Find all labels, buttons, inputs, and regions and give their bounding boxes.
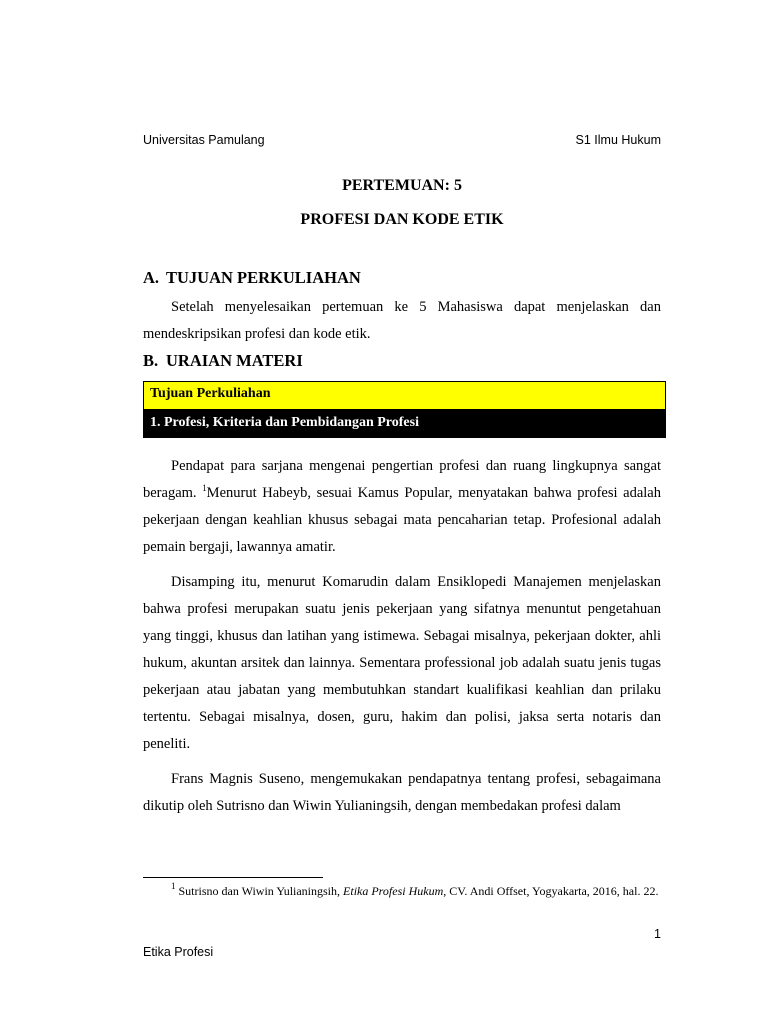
topic-title: PROFESI DAN KODE ETIK xyxy=(300,211,504,228)
paragraph-3: Frans Magnis Suseno, mengemukakan pendapatnya tentang profesi, sebagaimana dikutip oleh Sutrisno dan Wiwin Yulianingsih, dengan membedakan profesi dalam xyxy=(143,771,661,814)
meeting-title: PERTEMUAN: 5 xyxy=(342,177,462,194)
footnote-separator xyxy=(143,877,323,878)
paragraph-1-part-a: Pendapat para sarjana mengenai pengertian profesi dan ruang lingkupnya sangat beragam. xyxy=(143,458,661,501)
section-b-heading xyxy=(143,351,303,371)
section-a-paragraph: Setelah menyelesaikan pertemuan ke 5 Mahasiswa dapat menjelaskan dan mendeskripsikan profesi dan kode etik. xyxy=(143,299,661,342)
objective-box-label: Tujuan Perkuliahan xyxy=(150,386,271,401)
footer-course: Etika Profesi xyxy=(143,945,214,959)
section-a-heading xyxy=(143,268,361,288)
footnote xyxy=(143,882,661,900)
paragraph-2: Disamping itu, menurut Komarudin dalam Ensiklopedi Manajemen menjelaskan bahwa profesi merupakan suatu jenis pekerjaan yang sifatnya menuntut pengetahuan yang tinggi, khusus dan latihan yang istimewa. Sebagai misalnya, pekerjaan dokter, ahli hukum, akuntan arsitek dan lainnya. Sementara professional job adalah suatu jenis tugas pekerjaan atau jabatan yang membutuhkan standart kualifikasi keahlian dan prilaku tertentu. Sebagai misalnya, dosen, guru, hakim dan polisi, jaksa serta notaris dan peneliti. xyxy=(143,574,661,752)
paragraph-1-part-b: Menurut Habeyb, sesuai Kamus Popular, menyatakan bahwa profesi adalah pekerjaan dengan keahlian khusus sebagai mata pencaharian tetap. Profesional adalah pemain bergaji, lawannya amatir. xyxy=(143,485,661,555)
section-a-number: A. xyxy=(143,268,160,287)
header-university: Universitas Pamulang xyxy=(143,133,265,147)
section-b-title: URAIAN MATERI xyxy=(166,351,303,370)
section-b-number: B. xyxy=(143,351,159,370)
page-number: 1 xyxy=(654,927,661,941)
subtopic-box xyxy=(143,410,666,438)
footnote-book-title: Etika Profesi Hukum xyxy=(343,884,444,898)
subtopic-box-label: 1. Profesi, Kriteria dan Pembidangan Profesi xyxy=(150,415,419,430)
paragraph-1 xyxy=(143,453,661,561)
footnote-marker: 1 xyxy=(171,881,176,891)
header-program: S1 Ilmu Hukum xyxy=(575,133,661,147)
footnote-reference: 1 xyxy=(202,483,207,493)
footnote-authors: Sutrisno dan Wiwin Yulianingsih, xyxy=(178,884,341,898)
objective-box xyxy=(143,381,666,410)
section-a-title: TUJUAN PERKULIAHAN xyxy=(166,268,361,287)
footnote-publication: , CV. Andi Offset, Yogyakarta, 2016, hal. 22. xyxy=(443,884,659,898)
